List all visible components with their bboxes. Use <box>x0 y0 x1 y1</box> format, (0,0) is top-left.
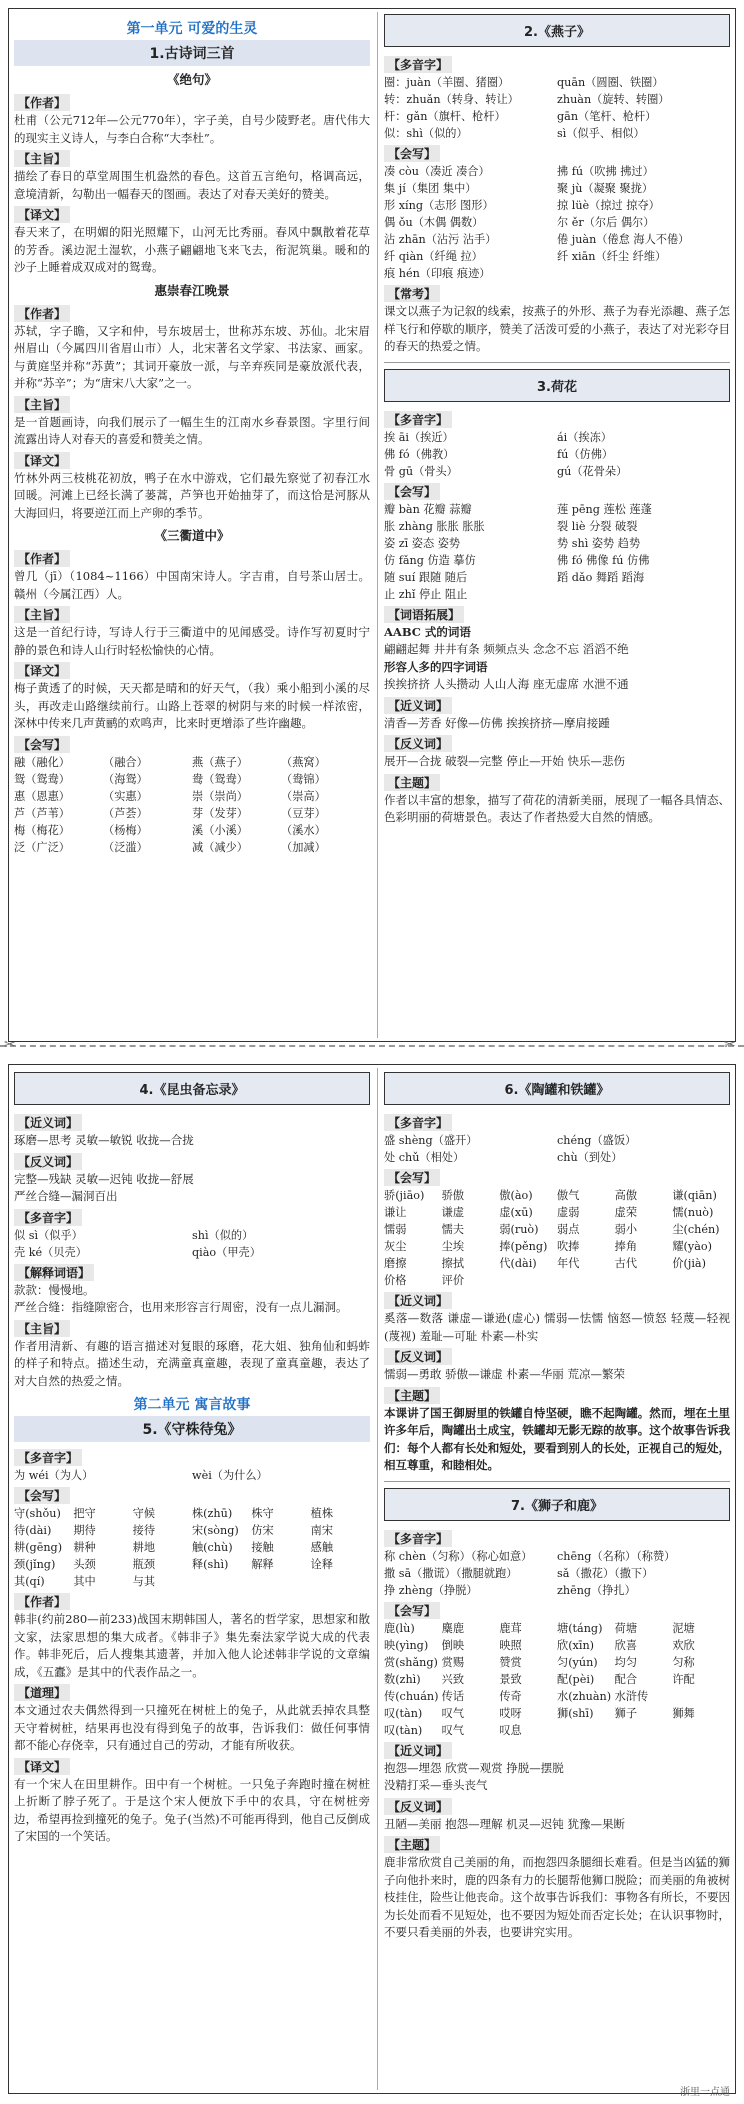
word-item: 燕（燕子） <box>192 755 248 769</box>
word-item: 灰尘 <box>384 1240 407 1253</box>
word-item: 泥塘 <box>672 1621 695 1635</box>
section-tag: 【会写】 <box>14 1487 70 1504</box>
word-item: 鸳（鸳鸯） <box>14 772 70 786</box>
section-tag: 【道理】 <box>14 1684 70 1701</box>
theme-text: 作者用清新、有趣的语言描述对复眼的琢磨，花大姐、独角仙和蚂蚱的样子和特点。描述生动，充满童真童趣，表现了童真童趣，表达了对大自然的热爱之情。 <box>14 1338 370 1388</box>
footer-brand: 浙里一点通 <box>680 2087 730 2098</box>
word-item: 懦弱 <box>384 1223 407 1236</box>
section-tag: 【反义词】 <box>384 1348 452 1365</box>
word-item: 头颈 <box>73 1558 96 1571</box>
section-tag: 【常考】 <box>384 285 440 302</box>
word-item: 似：shì（似的） <box>384 127 468 140</box>
lesson-title: 4.《昆虫备忘录》 <box>14 1072 370 1105</box>
key-point-text: 课文以燕子为记叙的线索，按燕子的外形、燕子为春光添趣、燕子怎样飞行和停歇的顺序，赞美了活泼可爱的小燕子，表达了对光彩夺目的春天的热爱之情。 <box>384 304 730 353</box>
word-item: 欢欣 <box>672 1638 695 1652</box>
word-item: 其(qí) <box>14 1575 45 1588</box>
word-item: 捧角 <box>614 1240 638 1253</box>
word-item: 芽（发芽） <box>192 806 248 820</box>
synonym-text: 琢磨—思考 灵敏—敏锐 收拢—合拢 <box>14 1133 194 1147</box>
word-item: 传奇 <box>499 1689 522 1703</box>
translation-text: 梅子黄透了的时候，天天都是晴和的好天气，（我）乘小船到小溪的尽头，再改走山路继续前行。山路上苍翠的树阴与来的时候一样浓密，深林中传来几声黄鹂的欢鸣声，比来时更增添了些许幽趣。 <box>14 681 370 730</box>
word-item: 懦(nuò) <box>672 1206 714 1219</box>
polyphone-grid <box>14 1227 370 1261</box>
word-item: 叹息 <box>499 1723 522 1737</box>
section-tag: 【多音字】 <box>384 411 452 428</box>
theme-text: 本课讲了国王御厨里的铁罐自恃坚硬，瞧不起陶罐。然而，埋在土里许多年后，陶罐出土成宝，铁罐却无影无踪的故事。这个故事告诉我们：每个人都有长处和短处，要看到别人的长处，正视自己的短处，相互尊重，和睦相处。 <box>384 1405 730 1472</box>
word-item: 纤 qiàn（纤绳 拉） <box>384 250 483 263</box>
word-item: 哎呀 <box>499 1706 522 1720</box>
word-item: zhēng（挣扎） <box>557 1583 636 1597</box>
theme-text: 描绘了春日的草堂周围生机盎然的春色。这首五言绝句，格调高远，意境清新，勾勒出一幅春天的图画。表达了对春天美好的赞美。 <box>14 169 370 201</box>
antonym-text: 严丝合缝—漏洞百出 <box>14 1189 118 1203</box>
word-item: 南宋 <box>310 1524 334 1537</box>
word-item: 裂 liè 分裂 破裂 <box>557 519 638 533</box>
word-item: 吹捧 <box>557 1240 580 1253</box>
word-item: 耕种 <box>73 1541 96 1554</box>
scissors-icon: ✂ <box>724 1037 736 1053</box>
word-item: 映(yìng) <box>384 1638 429 1652</box>
word-item: 虚(xū) <box>499 1206 533 1219</box>
lesson-title: 6.《陶罐和铁罐》 <box>384 1072 730 1105</box>
word-item: （融合） <box>103 755 148 769</box>
word-item: 接待 <box>132 1524 156 1537</box>
word-item: 欣(xīn) <box>557 1638 595 1652</box>
word-item: 赞赏 <box>499 1655 522 1669</box>
word-item <box>672 1722 730 1739</box>
word-item: ái（挨冻） <box>557 430 612 444</box>
word-item: 蹈 dǎo 舞蹈 蹈海 <box>557 570 645 584</box>
word-item: 磨擦 <box>384 1257 407 1270</box>
word-item: 仿 fǎng 仿造 摹仿 <box>384 553 476 567</box>
write-grid <box>384 163 730 282</box>
word-item: 评价 <box>441 1274 465 1287</box>
word-item: 匀(yún) <box>557 1655 598 1669</box>
section-tag: 【译文】 <box>14 452 70 469</box>
synonym-text: 奚落—数落 谦虚—谦逊(虚心) 懦弱—怯懦 恼怒—愤怒 轻蔑—轻视(蔑视) 羞耻—可耻 朴素—朴实 <box>384 1311 730 1343</box>
word-item: zhuàn（旋转、转圈） <box>557 93 670 106</box>
section-tag: 【多音字】 <box>384 1114 452 1131</box>
polyphone-grid <box>384 74 730 142</box>
synonym-text: 抱怨—埋怨 欣赏—观赏 挣脱—摆脱 <box>384 1760 564 1775</box>
moral-text: 本文通过农夫偶然得到一只撞死在树桩上的兔子，从此就丢掉农具整天守着树桩，结果再也没有得到兔子的故事，告诉我们：做任何事情都不能心存侥幸，只有通过自己的劳动，才能有所收获。 <box>14 1703 370 1752</box>
section-tag: 【译文】 <box>14 1758 70 1775</box>
word-item <box>557 1722 615 1739</box>
word-item: 傲气 <box>557 1189 580 1202</box>
section-tag: 【多音字】 <box>14 1449 82 1466</box>
theme-text: 鹿非常欣赏自己美丽的角，而抱怨四条腿细长难看。但是当凶猛的狮子向他扑来时，鹿的四条有力的长腿帮他狮口脱险；而美丽的角被树枝挂住，险些让他丧命。这个故事告诉我们：事物各有所长，不要因为长处而看不见短处，也不要因为短处而否定长处；在认识事物时，不要只看美丽的外表，也要讲究实用。 <box>384 1855 730 1939</box>
write-grid <box>384 501 730 603</box>
right-column <box>384 14 730 827</box>
section-tag: 【主旨】 <box>14 150 70 167</box>
word-item: 倦 juàn（倦怠 海人不倦） <box>557 233 690 246</box>
word-item: 挣 zhèng（挣脱） <box>384 1583 478 1597</box>
section-tag: 【作者】 <box>14 305 70 322</box>
word-item: 景致 <box>499 1672 522 1686</box>
word-item: 尘(chén) <box>672 1223 720 1236</box>
word-item: 集 jí（集团 集中） <box>384 182 477 195</box>
word-item: 挨 āi（挨近） <box>384 430 454 444</box>
word-item: 其中 <box>73 1575 96 1588</box>
word-item: 代(dài) <box>499 1257 537 1270</box>
poem-title: 惠崇春江晚景 <box>154 282 230 298</box>
section-tag: 【会写】 <box>384 1169 440 1186</box>
word-item: （溪水） <box>281 823 326 837</box>
word-item: 骄(jiāo) <box>384 1189 425 1202</box>
section-tag: 【译文】 <box>14 662 70 679</box>
word-item: 形 xíng（志形 图形） <box>384 199 494 212</box>
word-item: chēng（名称）（称赞） <box>557 1549 676 1563</box>
explain-text: 款款：慢慢地。 <box>14 1282 95 1297</box>
word-item: 植株 <box>310 1507 334 1520</box>
section-tag: 【多音字】 <box>384 1530 452 1547</box>
word-item: 麋鹿 <box>441 1621 465 1635</box>
word-item: 叹(tàn) <box>384 1706 423 1720</box>
word-item: 狮子 <box>614 1706 638 1720</box>
word-item: 赏(shǎng) <box>384 1655 438 1669</box>
section-tag: 【主题】 <box>384 774 440 791</box>
word-item: 转：zhuǎn（转身、转让） <box>384 93 519 106</box>
section-tag: 【会写】 <box>384 1602 440 1619</box>
word-item: 期待 <box>73 1524 96 1537</box>
word-item: gān（笔杆、枪杆） <box>557 110 657 123</box>
word-item: 古代 <box>614 1257 638 1270</box>
word-item: 荷塘 <box>614 1621 638 1635</box>
word-item: 与其 <box>132 1575 156 1588</box>
word-item: 止 zhǐ 停止 阻止 <box>384 587 468 601</box>
word-item: 仿宋 <box>251 1524 274 1537</box>
word-item: 耀(yào) <box>672 1240 712 1253</box>
section-tag: 【多音字】 <box>14 1209 82 1226</box>
word-item: 聚 jù（凝聚 聚拢） <box>557 182 654 195</box>
polyphone-grid <box>384 1132 730 1166</box>
section-tag: 【主题】 <box>384 1387 440 1404</box>
lesson-title: 3.荷花 <box>384 369 730 402</box>
polyphone-grid <box>384 429 730 480</box>
word-item: 盛 shèng（盛开） <box>384 1134 478 1147</box>
word-item: 壳 ké（贝壳） <box>14 1245 87 1259</box>
author-text: 曾几（jī）（1084~1166）中国南宋诗人。字吉甫，自号茶山居士。赣州（今属江西）人。 <box>14 569 370 601</box>
word-item: （豆芽） <box>281 806 326 820</box>
word-item: 耕(gēng) <box>14 1541 63 1554</box>
word-item: 赏赐 <box>441 1655 465 1669</box>
word-item: 弱点 <box>557 1223 580 1236</box>
word-item: 虚荣 <box>614 1206 638 1219</box>
antonym-text: 懦弱—勇敢 骄傲—谦虚 朴素—华丽 荒凉—繁荣 <box>384 1367 625 1381</box>
subheading: 形容人多的四字词语 <box>384 659 488 674</box>
word-item: sǎ（撒花）（撒下） <box>557 1566 654 1580</box>
section-tag: 【会写】 <box>384 145 440 162</box>
word-item: 耕地 <box>132 1541 156 1554</box>
word-item: 称 chèn（匀称）（称心如意） <box>384 1549 533 1563</box>
word-item: 似 sì（似乎） <box>14 1228 83 1242</box>
word-item: 欣喜 <box>614 1638 638 1652</box>
word-item: 捧(pěng) <box>499 1240 548 1253</box>
word-item: qiào（甲壳） <box>192 1245 261 1259</box>
subheading: AABC 式的词语 <box>384 624 471 639</box>
column-divider <box>377 12 378 1038</box>
word-item: 拂 fú（吹拂 拂过） <box>557 165 654 178</box>
word-item: 接触 <box>251 1541 274 1554</box>
word-item: 待(dài) <box>14 1524 52 1537</box>
word-item: 叹气 <box>441 1723 465 1737</box>
word-item: 感触 <box>310 1541 334 1554</box>
word-item: 随 suí 跟随 随后 <box>384 570 468 584</box>
synonym-text: 清香—芳香 好像—仿佛 挨挨挤挤—摩肩接踵 <box>384 715 610 730</box>
word-item: 尔 ěr（尔后 偶尔） <box>557 216 655 229</box>
word-item: 弱(ruò) <box>499 1223 539 1236</box>
word-item: 沾 zhān（沾污 沾手） <box>384 233 497 246</box>
word-item: chéng（盛饭） <box>557 1134 637 1147</box>
word-list: 挨挨挤挤 人头攒动 人山人海 座无虚席 水泄不通 <box>384 677 629 691</box>
write-grid <box>384 1620 730 1739</box>
word-item: 倒映 <box>441 1638 465 1652</box>
word-item: 水浒传 <box>614 1689 649 1703</box>
word-item: 杆：gǎn（旗杆、枪杆） <box>384 110 506 123</box>
word-grid <box>14 754 370 856</box>
word-item: （实惠） <box>103 789 148 803</box>
word-item: （海鸳） <box>103 772 148 786</box>
word-item: fú（仿佛） <box>557 447 614 461</box>
word-item: 释(shì) <box>191 1558 229 1571</box>
word-item: 崇（崇尚） <box>192 789 248 803</box>
section-tag: 【作者】 <box>14 94 70 111</box>
word-item: 传(chuán) <box>384 1689 439 1703</box>
word-item: 佛 fó 佛像 fú 仿佛 <box>557 553 650 567</box>
word-item: （杨梅） <box>103 823 148 837</box>
word-item: 鹿茸 <box>499 1621 522 1635</box>
theme-text: 是一首题画诗，向我们展示了一幅生生的江南水乡春景图。字里行间流露出诗人对春天的喜爱和赞美之情。 <box>14 414 370 446</box>
word-item: 叹(tàn) <box>384 1723 423 1737</box>
section-tag: 【近义词】 <box>384 697 452 714</box>
word-item: 谦(qiān) <box>672 1189 717 1202</box>
word-item: 纤 xiān（纤尘 纤维） <box>557 250 667 263</box>
page-sheet-2 <box>0 1052 744 2104</box>
word-item: 高傲 <box>614 1189 638 1202</box>
section-tag: 【主旨】 <box>14 396 70 413</box>
word-item: 佛 fó（佛教） <box>384 447 455 461</box>
lesson-title: 7.《狮子和鹿》 <box>384 1488 730 1521</box>
word-item: 兴致 <box>441 1672 465 1686</box>
word-item: 把守 <box>73 1507 96 1520</box>
word-item: （加减） <box>281 840 326 854</box>
word-item: 骄傲 <box>441 1189 465 1202</box>
section-tag: 【译文】 <box>14 206 70 223</box>
word-item: 叹气 <box>441 1706 465 1720</box>
scissors-icon: ✂ <box>4 1037 16 1053</box>
column-divider <box>377 1068 378 2090</box>
word-item: 狮舞 <box>672 1706 695 1720</box>
word-item: 匀称 <box>672 1655 695 1669</box>
word-item: 瓣 bàn 花瓣 蒜瓣 <box>384 502 472 516</box>
word-item: 守候 <box>132 1507 156 1520</box>
word-item: （芦荟） <box>103 806 148 820</box>
left-column <box>14 1072 370 1846</box>
word-item: 株(zhū) <box>191 1507 233 1520</box>
word-item: 懦夫 <box>441 1223 465 1236</box>
word-item: quān（圆圈、铁圈） <box>557 76 664 89</box>
word-item: 配(pèi) <box>557 1672 595 1686</box>
word-item: 偶 ǒu（木偶 偶数） <box>384 216 484 229</box>
unit-title: 第一单元 可爱的生灵 <box>126 21 258 37</box>
section-tag: 【主题】 <box>384 1836 440 1853</box>
word-item: 傲(ào) <box>499 1189 533 1202</box>
translation-text: 春天来了，在明媚的阳光照耀下，山河无比秀丽。春风中飘散着花草的芳香。溪边泥土湿软，小燕子翩翩地飞来飞去，衔泥筑巢。暖和的沙子上睡着成双成对的鸳鸯。 <box>14 225 370 274</box>
word-item: 擦拭 <box>441 1257 465 1270</box>
explain-text: 严丝合缝：指缝隙密合，也用来形容言行周密，没有一点儿漏洞。 <box>14 1300 348 1314</box>
word-item: 瓶颈 <box>132 1558 156 1571</box>
word-item <box>615 1722 673 1739</box>
lesson-title: 2.《燕子》 <box>384 14 730 47</box>
word-item: 撒 sā（撒谎）（撒腿就跑） <box>384 1566 518 1580</box>
word-item: 弱小 <box>614 1223 638 1236</box>
word-item: gú（花骨朵） <box>557 464 628 478</box>
translation-text: 竹林外两三枝桃花初放，鸭子在水中游戏，它们最先察觉了初春江水回暖。河滩上已经长满了蒌蒿，芦笋也开始抽芽了，而这恰是河豚从大海回归，将要逆江而上产卵的季节。 <box>14 470 370 520</box>
write-grid <box>14 1505 370 1590</box>
word-item: 痕 hén（印痕 痕迹） <box>384 267 491 280</box>
section-tag: 【会写】 <box>14 736 70 753</box>
word-item: 谦虚 <box>441 1206 465 1219</box>
word-item: 映照 <box>499 1638 522 1652</box>
word-item: 价(jià) <box>672 1257 706 1270</box>
author-text: 苏轼，字子瞻，又字和仲，号东坡居士，世称苏东坡、苏仙。北宋眉州眉山（今属四川省眉山市）人，北宋著名文学家、书法家、画家。与黄庭坚并称“苏黄”；其词开豪放一派，与辛弃疾同是豪放派代表，并称“苏辛”；为“唐宋八大家”之一。 <box>14 323 370 390</box>
unit-title: 第二单元 寓言故事 <box>133 1397 251 1413</box>
section-tag: 【主旨】 <box>14 606 70 623</box>
word-item: 传话 <box>441 1689 465 1703</box>
word-item: 配合 <box>614 1672 638 1686</box>
author-text: 杜甫（公元712年—公元770年），字子美，自号少陵野老。唐代伟大的现实主义诗人，与李白合称“大李杜”。 <box>14 113 370 145</box>
write-grid <box>384 1187 730 1289</box>
section-divider <box>384 362 730 363</box>
word-item: （泛滥） <box>103 840 148 854</box>
left-column <box>14 14 370 856</box>
section-tag: 【近义词】 <box>384 1292 452 1309</box>
poem-title: 《三衢道中》 <box>154 528 230 543</box>
word-item: 狮(shī) <box>557 1706 594 1720</box>
word-item: 宋(sòng) <box>191 1524 239 1537</box>
theme-text: 作者以丰富的想象，描写了荷花的清新美丽，展现了一幅各具情态、色彩明丽的荷塘景色。表达了作者热爱大自然的情感。 <box>384 792 730 824</box>
polyphone-grid <box>384 1548 730 1599</box>
word-item: 凑 còu（凑近 凑合） <box>384 165 490 178</box>
word-list: 翩翩起舞 井井有条 频频点头 念念不忘 滔滔不绝 <box>384 642 629 656</box>
word-item: （崇高） <box>281 789 326 803</box>
word-item: 泛（广泛） <box>14 840 70 854</box>
word-item: 芦（芦苇） <box>14 806 70 820</box>
word-item: 处 chǔ（相处） <box>384 1151 465 1164</box>
word-item: （燕窝） <box>281 755 326 769</box>
translation-text: 有一个宋人在田里耕作。田中有一个树桩。一只兔子奔跑时撞在树桩上折断了脖子死了。于是这个宋人便放下手中的农具，守在树桩旁边，希望再捡到撞死的兔子。兔子(当然)不可能再得到，他自己反倒成了宋国的一个笑话。 <box>14 1776 370 1843</box>
word-item: 年代 <box>557 1257 580 1270</box>
antonym-text: 完整—残缺 灵敏—迟钝 收拢—舒展 <box>14 1171 194 1186</box>
word-item: 莲 pēng 莲松 莲蓬 <box>557 502 652 516</box>
word-item: 减（减少） <box>192 840 248 854</box>
word-item: 掠 lüè（掠过 掠夺） <box>557 199 660 212</box>
word-item: 触(chù) <box>191 1541 233 1554</box>
section-tag: 【反义词】 <box>384 735 452 752</box>
word-item: 数(zhì) <box>384 1672 421 1686</box>
section-tag: 【多音字】 <box>384 56 452 73</box>
polyphone-grid <box>14 1467 370 1484</box>
word-item: 解释 <box>251 1558 274 1571</box>
section-tag: 【近义词】 <box>14 1114 82 1131</box>
theme-text: 这是一首纪行诗，写诗人行于三衢道中的见闻感受。诗作写初夏时宁静的景色和诗人山行时轻松愉快的心情。 <box>14 625 370 657</box>
word-item: 姿 zī 姿态 姿势 <box>384 536 461 550</box>
section-tag: 【近义词】 <box>384 1742 452 1759</box>
word-item: shì（似的） <box>192 1228 254 1242</box>
word-item: 鸯（鸳鸯） <box>192 772 248 786</box>
word-item: 胀 zhàng 胀胀 胀胀 <box>384 519 485 533</box>
antonym-text: 展开—合拢 破裂—完整 停止—开始 快乐—悲伤 <box>384 754 625 768</box>
antonym-text: 丑陋—美丽 抱怨—理解 机灵—迟钝 犹豫—果断 <box>384 1816 625 1831</box>
section-tag: 【作者】 <box>14 550 70 567</box>
section-tag: 【会写】 <box>384 483 440 500</box>
word-item: 融（融化） <box>14 755 70 769</box>
word-item: 惠（恩惠） <box>14 789 70 803</box>
word-item: 梅（梅花） <box>14 823 70 837</box>
word-item: 价格 <box>384 1274 407 1287</box>
word-item: sì（似乎、相似） <box>557 127 645 140</box>
word-item: 鹿(lù) <box>384 1621 415 1635</box>
cut-line <box>0 1045 744 1047</box>
synonym-text: 没精打采—垂头丧气 <box>384 1778 488 1792</box>
word-item: 谦让 <box>384 1206 407 1219</box>
word-item: 势 shì 姿势 趋势 <box>557 536 641 550</box>
word-item: 许配 <box>672 1672 695 1686</box>
word-item: 守(shǒu) <box>14 1507 61 1520</box>
word-item: 株守 <box>251 1507 274 1520</box>
right-column <box>384 1072 730 1942</box>
section-tag: 【解释词语】 <box>14 1264 94 1281</box>
poem-title: 《绝句》 <box>166 72 217 87</box>
word-item: 溪（小溪） <box>192 823 248 837</box>
section-divider <box>384 1481 730 1482</box>
word-item: 塘(táng) <box>557 1621 603 1635</box>
section-tag: 【反义词】 <box>384 1798 452 1815</box>
lesson-title: 5.《守株待兔》 <box>14 1416 370 1442</box>
lesson-title: 1.古诗词三首 <box>14 40 370 66</box>
word-item: 为 wéi（为人） <box>14 1469 94 1482</box>
word-item: wèi（为什么） <box>192 1469 268 1482</box>
section-tag: 【主旨】 <box>14 1320 70 1337</box>
section-tag: 【反义词】 <box>14 1153 82 1170</box>
word-item: 虚弱 <box>557 1206 580 1219</box>
word-item: 尘埃 <box>441 1240 465 1253</box>
section-tag: 【作者】 <box>14 1593 70 1610</box>
word-item: 圈：juàn（羊圈、猪圈） <box>384 76 510 89</box>
word-item: 颈(jǐng) <box>14 1558 56 1571</box>
word-item: chù（到处） <box>557 1151 623 1164</box>
word-item: 骨 gū（骨头） <box>384 464 458 478</box>
word-item: （鸯锦） <box>281 772 326 786</box>
word-item: 水(zhuàn) <box>557 1689 612 1703</box>
word-item <box>672 1688 730 1705</box>
word-item: 诠释 <box>310 1558 334 1571</box>
section-tag: 【词语拓展】 <box>384 606 464 623</box>
author-text: 韩非(约前280—前233)战国末期韩国人，著名的哲学家，思想家和散文家，法家思想的集大成者。《韩非子》集先秦法家学说大成的代表作。韩非死后，后人搜集其遗著，并加入他人论述韩非学说的文章编成，《五蠹》是其中的代表作品之一。 <box>14 1612 370 1679</box>
word-item: 均匀 <box>614 1655 638 1669</box>
